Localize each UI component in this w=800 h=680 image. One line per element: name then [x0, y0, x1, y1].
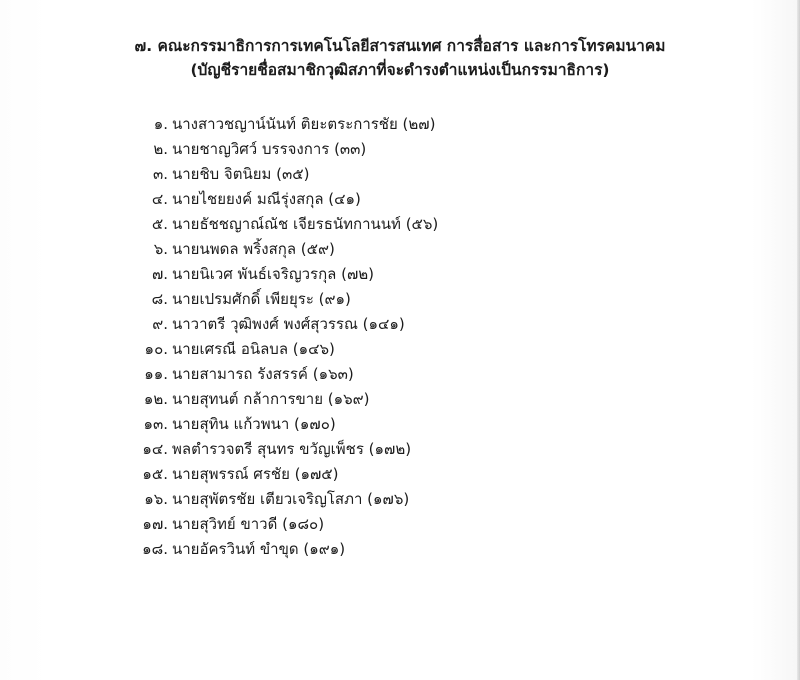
- list-item: [0, 387, 800, 412]
- member-name: นายสุพัตรชัย เตียวเจริญโสภา (๑๗๖): [172, 490, 410, 508]
- list-item: [0, 462, 800, 487]
- item-number: ๓.: [152, 165, 168, 183]
- member-name: นายธัชชญาณ์ณัช เจียรธนัทกานนท์ (๕๖): [172, 215, 439, 233]
- list-item: [0, 487, 800, 512]
- list-item: [0, 512, 800, 537]
- item-number: ๑๐.: [144, 340, 168, 358]
- member-name: นายไชยยงค์ มณีรุ่งสกุล (๔๑): [172, 190, 361, 208]
- list-item: [0, 437, 800, 462]
- item-number: ๖.: [153, 240, 168, 258]
- member-name: นายเปรมศักดิ์ เพียยุระ (๙๑): [172, 290, 351, 308]
- member-name: นายสุพรรณ์ ศรชัย (๑๗๕): [172, 465, 339, 483]
- list-item: [0, 312, 800, 337]
- list-item: [0, 162, 800, 187]
- item-number: ๑๒.: [143, 390, 168, 408]
- member-name: นายสุทนต์ กล้าการขาย (๑๖๙): [172, 390, 370, 408]
- list-item: [0, 137, 800, 162]
- member-name: นางสาวชญาน์นันท์ ติยะตระการชัย (๒๗): [172, 115, 436, 133]
- item-number: ๑๓.: [143, 415, 168, 433]
- list-item: [0, 337, 800, 362]
- member-name: นายสุวิทย์ ขาวดี (๑๘๐): [172, 515, 325, 533]
- member-name: นายนพดล พริ้งสกุล (๕๙): [172, 240, 335, 258]
- list-item: [0, 287, 800, 312]
- member-list: [0, 112, 800, 562]
- item-number: ๑๘.: [142, 540, 168, 558]
- member-name: นายเศรณี อนิลบล (๑๔๖): [172, 340, 335, 358]
- item-number: ๗.: [151, 265, 168, 283]
- item-number: ๒.: [153, 140, 168, 158]
- list-item: [0, 537, 800, 562]
- item-number: ๔.: [151, 190, 168, 208]
- item-number: ๑.: [153, 115, 168, 133]
- member-name: นายสามารถ รังสรรค์ (๑๖๓): [172, 365, 354, 383]
- list-item: [0, 112, 800, 137]
- document-subtitle: (บัญชีรายชื่อสมาชิกวุฒิสภาที่จะดำรงตำแหน่งเป็นกรรมาธิการ): [190, 61, 610, 79]
- item-number: ๘.: [151, 290, 168, 308]
- item-number: ๑๔.: [142, 440, 168, 458]
- item-number: ๑๖.: [144, 490, 168, 508]
- member-name: นายอัครวินท์ ขำขุด (๑๙๑): [172, 540, 346, 558]
- list-item: [0, 237, 800, 262]
- member-name: นายชิบ จิตนิยม (๓๕): [172, 165, 310, 183]
- item-number: ๙.: [152, 315, 168, 333]
- member-name: นายนิเวศ พันธ์เจริญวรกุล (๗๒): [172, 265, 375, 283]
- document-title: ๗. คณะกรรมาธิการการเทคโนโลยีสารสนเทศ การสื่อสาร และการโทรคมนาคม: [134, 37, 666, 55]
- list-item: [0, 262, 800, 287]
- member-name: นายสุทิน แก้วพนา (๑๗๐): [172, 415, 336, 433]
- item-number: ๕.: [151, 215, 168, 233]
- member-name: พลตำรวจตรี สุนทร ขวัญเพ็ชร (๑๗๒): [172, 440, 412, 458]
- item-number: ๑๗.: [142, 515, 168, 533]
- list-item: [0, 212, 800, 237]
- list-item: [0, 362, 800, 387]
- list-item: [0, 412, 800, 437]
- member-name: นาวาตรี วุฒิพงศ์ พงศ์สุวรรณ (๑๔๑): [172, 315, 405, 333]
- item-number: ๑๑.: [144, 365, 168, 383]
- item-number: ๑๕.: [142, 465, 168, 483]
- list-item: [0, 187, 800, 212]
- member-name: นายชาญวิศว์ บรรจงการ (๓๓): [172, 140, 367, 158]
